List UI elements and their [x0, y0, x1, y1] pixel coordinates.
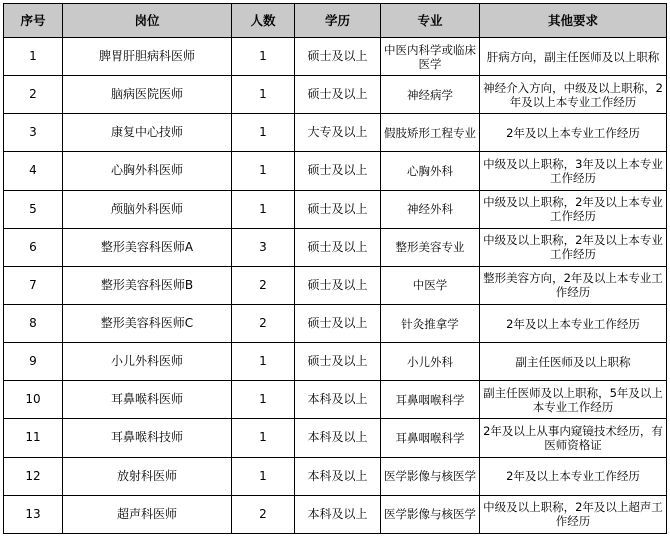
- cell-requirements: 中级及以上职称，2年及以上本专业工作经历: [480, 190, 667, 228]
- cell-requirements: 2年及以上本专业工作经历: [480, 114, 667, 152]
- cell-education: 硕士及以上: [295, 343, 381, 381]
- cell-major: 神经外科: [381, 190, 480, 228]
- cell-index: 9: [4, 343, 63, 381]
- cell-requirements: 中级及以上职称，2年及以上本专业工作经历: [480, 228, 667, 266]
- cell-major: 整形美容专业: [381, 228, 480, 266]
- cell-education: 本科及以上: [295, 381, 381, 419]
- table-row: [4, 38, 667, 76]
- cell-major: 耳鼻咽喉科学: [381, 419, 480, 457]
- header-row: [4, 4, 667, 38]
- cell-count: 2: [232, 495, 295, 533]
- cell-education: 硕士及以上: [295, 38, 381, 76]
- recruitment-table: [3, 3, 667, 534]
- cell-count: 1: [232, 38, 295, 76]
- cell-index: 11: [4, 419, 63, 457]
- cell-count: 1: [232, 152, 295, 190]
- cell-position: 康复中心技师: [63, 114, 232, 152]
- cell-major: 神经病学: [381, 76, 480, 114]
- cell-major: 中医内科学或临床医学: [381, 38, 480, 76]
- cell-education: 硕士及以上: [295, 76, 381, 114]
- cell-requirements: 神经介入方向，中级及以上职称，2年及以上本专业工作经历: [480, 76, 667, 114]
- cell-index: 12: [4, 457, 63, 495]
- table-row: [4, 114, 667, 152]
- cell-count: 3: [232, 228, 295, 266]
- header-count: 人数: [232, 4, 295, 38]
- cell-index: 6: [4, 228, 63, 266]
- cell-count: 1: [232, 381, 295, 419]
- cell-position: 放射科医师: [63, 457, 232, 495]
- cell-requirements: 中级及以上职称，2年及以上超声工作经历: [480, 495, 667, 533]
- table-row: [4, 419, 667, 457]
- cell-position: 整形美容科医师C: [63, 304, 232, 342]
- cell-education: 硕士及以上: [295, 304, 381, 342]
- cell-position: 脾胃肝胆病科医师: [63, 38, 232, 76]
- cell-requirements: 肝病方向，副主任医师及以上职称: [480, 38, 667, 76]
- table-row: [4, 190, 667, 228]
- cell-index: 8: [4, 304, 63, 342]
- cell-position: 小儿外科医师: [63, 343, 232, 381]
- table-row: [4, 381, 667, 419]
- cell-index: 3: [4, 114, 63, 152]
- cell-index: 2: [4, 76, 63, 114]
- cell-count: 1: [232, 343, 295, 381]
- cell-education: 本科及以上: [295, 495, 381, 533]
- cell-major: 中医学: [381, 266, 480, 304]
- cell-index: 1: [4, 38, 63, 76]
- table-body: [4, 38, 667, 534]
- cell-requirements: 整形美容方向，2年及以上本专业工作经历: [480, 266, 667, 304]
- cell-requirements: 2年及以上从事内窥镜技术经历，有医师资格证: [480, 419, 667, 457]
- cell-education: 本科及以上: [295, 457, 381, 495]
- cell-education: 硕士及以上: [295, 152, 381, 190]
- cell-index: 4: [4, 152, 63, 190]
- cell-major: 假肢矫形工程专业: [381, 114, 480, 152]
- table-row: [4, 495, 667, 533]
- cell-requirements: 副主任医师及以上职称，5年及以上本专业工作经历: [480, 381, 667, 419]
- cell-major: 心胸外科: [381, 152, 480, 190]
- cell-position: 耳鼻喉科医师: [63, 381, 232, 419]
- cell-major: 医学影像与核医学: [381, 457, 480, 495]
- cell-position: 耳鼻喉科技师: [63, 419, 232, 457]
- cell-requirements: 副主任医师及以上职称: [480, 343, 667, 381]
- cell-count: 1: [232, 114, 295, 152]
- cell-index: 10: [4, 381, 63, 419]
- cell-requirements: 2年及以上本专业工作经历: [480, 304, 667, 342]
- cell-count: 1: [232, 419, 295, 457]
- table-row: [4, 304, 667, 342]
- cell-count: 1: [232, 457, 295, 495]
- cell-education: 硕士及以上: [295, 228, 381, 266]
- cell-count: 1: [232, 190, 295, 228]
- table-row: [4, 266, 667, 304]
- header-position: 岗位: [63, 4, 232, 38]
- cell-index: 7: [4, 266, 63, 304]
- table-row: [4, 457, 667, 495]
- cell-position: 整形美容科医师A: [63, 228, 232, 266]
- cell-education: 本科及以上: [295, 419, 381, 457]
- table-row: [4, 228, 667, 266]
- header-education: 学历: [295, 4, 381, 38]
- table-row: [4, 152, 667, 190]
- cell-major: 耳鼻咽喉科学: [381, 381, 480, 419]
- cell-education: 大专及以上: [295, 114, 381, 152]
- cell-count: 2: [232, 266, 295, 304]
- table-row: [4, 343, 667, 381]
- cell-major: 针灸推拿学: [381, 304, 480, 342]
- header-major: 专业: [381, 4, 480, 38]
- cell-index: 5: [4, 190, 63, 228]
- cell-education: 硕士及以上: [295, 266, 381, 304]
- cell-position: 整形美容科医师B: [63, 266, 232, 304]
- cell-major: 小儿外科: [381, 343, 480, 381]
- cell-index: 13: [4, 495, 63, 533]
- cell-requirements: 2年及以上本专业工作经历: [480, 457, 667, 495]
- header-index: 序号: [4, 4, 63, 38]
- cell-major: 医学影像与核医学: [381, 495, 480, 533]
- cell-requirements: 中级及以上职称，3年及以上本专业工作经历: [480, 152, 667, 190]
- table-row: [4, 76, 667, 114]
- cell-count: 1: [232, 76, 295, 114]
- cell-position: 脑病医院医师: [63, 76, 232, 114]
- cell-position: 颅脑外科医师: [63, 190, 232, 228]
- cell-position: 心胸外科医师: [63, 152, 232, 190]
- cell-position: 超声科医师: [63, 495, 232, 533]
- cell-count: 2: [232, 304, 295, 342]
- cell-education: 硕士及以上: [295, 190, 381, 228]
- header-requirements: 其他要求: [480, 4, 667, 38]
